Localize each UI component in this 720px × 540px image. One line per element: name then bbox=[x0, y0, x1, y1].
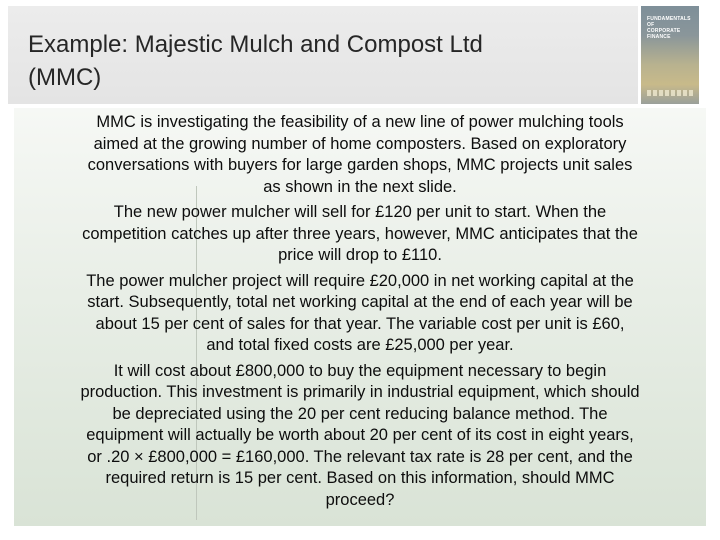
title-bar bbox=[8, 6, 638, 104]
slide-title bbox=[28, 28, 483, 94]
book-cover-title bbox=[647, 16, 691, 28]
text-line: The power mulcher project will require £20,000 in net working capital at the bbox=[86, 271, 634, 290]
slide-body bbox=[14, 112, 706, 515]
book-cover-text: CORPORATE bbox=[647, 28, 681, 34]
text-line: start. Subsequently, total net working capital at the end of each year will be bbox=[87, 293, 633, 311]
book-cover-image bbox=[641, 6, 699, 104]
text-line: production. This investment is primarily in industrial equipment, which should bbox=[80, 383, 640, 401]
text-line: MMC is investigating the feasibility of a new line of power mulching tools bbox=[96, 113, 624, 131]
book-cover-subtitle bbox=[647, 28, 680, 40]
text-line: equipment will actually be worth about 20 per cent of its cost in eight years, bbox=[86, 426, 634, 444]
text-line: proceed? bbox=[325, 490, 395, 509]
paragraph-equipment bbox=[14, 361, 706, 512]
text-line: as shown in the next slide. bbox=[263, 177, 457, 196]
slide-title-line: (MMC) bbox=[28, 64, 102, 91]
text-line: required return is 15 per cent. Based on this information, should MMC bbox=[105, 469, 615, 487]
book-cover-text: OF bbox=[647, 22, 655, 28]
book-cover-text: FUNDAMENTALS bbox=[647, 16, 691, 22]
text-line: competition catches up after three years, however, MMC anticipates that the bbox=[82, 224, 638, 243]
slide-title-line: Example: Majestic Mulch and Compost Ltd bbox=[28, 31, 483, 58]
text-line: conversations with buyers for large garden shops, MMC projects unit sales bbox=[87, 156, 633, 174]
text-line: price will drop to £110. bbox=[278, 246, 442, 264]
paragraph-unit-sales bbox=[14, 112, 706, 198]
paragraph-price bbox=[14, 202, 706, 267]
book-cover-text: FINANCE bbox=[647, 34, 671, 40]
text-line: be depreciated using the 20 per cent reducing balance method. The bbox=[112, 404, 608, 423]
text-line: It will cost about £800,000 to buy the equipment necessary to begin bbox=[113, 361, 607, 380]
text-line: about 15 per cent of sales for that year. The variable cost per unit is £60, bbox=[95, 314, 625, 333]
text-line: aimed at the growing number of home composters. Based on exploratory bbox=[93, 134, 627, 153]
paragraph-working-capital bbox=[14, 271, 706, 357]
book-cover-authors bbox=[647, 90, 695, 96]
text-line: or .20 × £800,000 = £160,000. The relevant tax rate is 28 per cent, and the bbox=[87, 447, 633, 466]
text-line: and total fixed costs are £25,000 per year. bbox=[206, 336, 514, 354]
text-line: The new power mulcher will sell for £120 per unit to start. When the bbox=[113, 203, 607, 221]
